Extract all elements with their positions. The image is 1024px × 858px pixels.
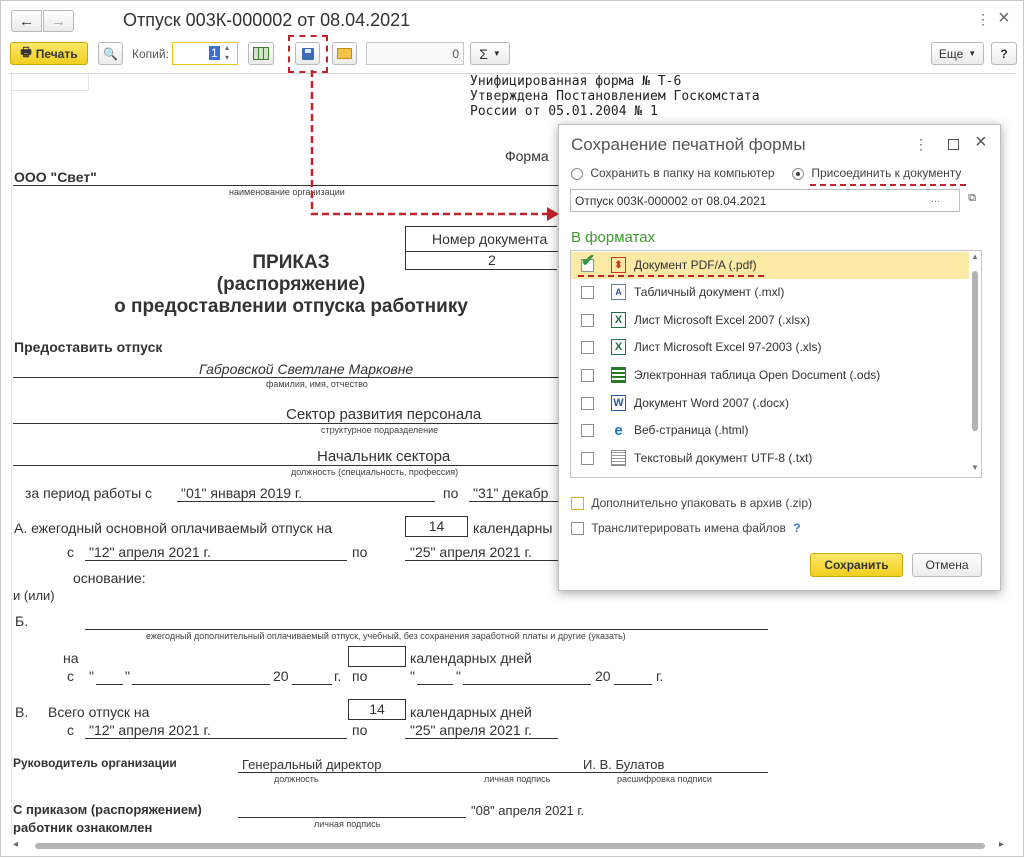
select-document-button[interactable]: ...: [931, 193, 941, 205]
checkbox[interactable]: [581, 452, 594, 465]
dialog-title: Сохранение печатной формы: [571, 135, 806, 154]
checkbox[interactable]: [581, 341, 594, 354]
cancel-button[interactable]: Отмена: [912, 553, 982, 577]
help-icon[interactable]: ?: [793, 521, 801, 535]
head-label: Руководитель организации: [13, 756, 177, 770]
section-b-days-label: календарных дней: [410, 650, 532, 666]
position-caption: должность (специальность, профессия): [291, 467, 459, 477]
head-name: И. В. Булатов: [583, 757, 665, 772]
attach-highlight-underline: [810, 184, 966, 186]
format-row-xls[interactable]: X Лист Microsoft Excel 97-2003 (.xls): [571, 334, 969, 361]
section-b-label: Б.: [15, 613, 29, 629]
main-to-date: "25" апреля 2021 г.: [410, 544, 532, 560]
organization-caption: наименование организации: [229, 187, 345, 197]
section-b-from-label: с: [67, 668, 74, 684]
txt-icon: [611, 450, 626, 466]
list-scrollbar-thumb[interactable]: [972, 271, 978, 431]
head-position: Генеральный директор: [242, 757, 382, 772]
total-to-label: по: [352, 722, 368, 738]
sum-menu-button[interactable]: Σ ▼: [470, 42, 510, 65]
save-print-form-dialog: [558, 124, 1001, 591]
format-row-html[interactable]: e Веб-страница (.html): [571, 417, 969, 444]
period-to: "31" декабр: [473, 485, 549, 501]
radio-save-to-folder[interactable]: Сохранить в папку на компьютер: [571, 166, 775, 180]
position-value: Начальник сектора: [317, 448, 451, 465]
total-days-label: календарных дней: [410, 704, 532, 720]
checkbox[interactable]: [581, 286, 594, 299]
arrow-right-icon: →: [51, 12, 66, 30]
copies-label: Копий:: [132, 47, 169, 61]
copies-input[interactable]: 1 ▴ ▾: [172, 42, 238, 65]
format-row-ods[interactable]: Электронная таблица Open Document (.ods): [571, 362, 969, 389]
basis-label: основание:: [73, 570, 146, 586]
period-to-label: по: [443, 485, 459, 501]
main-leave-days-label: календарны: [473, 520, 553, 536]
html-icon: e: [614, 421, 623, 439]
format-row-mxl[interactable]: A Табличный документ (.mxl): [571, 279, 969, 306]
total-leave-label: Всего отпуск на: [48, 704, 150, 720]
scroll-right-icon[interactable]: ▸: [999, 839, 1005, 850]
close-window-icon[interactable]: ×: [998, 7, 1010, 29]
excel-icon: X: [611, 339, 626, 355]
main-leave-label: А. ежегодный основной оплачиваемый отпуск на: [14, 520, 333, 536]
form-label: Форма: [505, 148, 549, 164]
checkbox[interactable]: [571, 522, 584, 535]
arrow-left-icon: ←: [19, 12, 34, 30]
dialog-menu-icon[interactable]: ⋮: [914, 136, 928, 152]
format-row-xlsx[interactable]: X Лист Microsoft Excel 2007 (.xlsx): [571, 307, 969, 334]
acknowledge-label: С приказом (распоряжением) работник ознакомлен: [13, 802, 202, 835]
checkbox[interactable]: [571, 497, 584, 510]
formats-label: В форматах: [571, 229, 656, 246]
checkbox[interactable]: [581, 314, 594, 327]
period-label: за период работы с: [25, 485, 153, 501]
magnifier-icon: 🔍: [103, 46, 118, 61]
dropdown-arrow-icon: ▼: [492, 49, 501, 58]
more-button[interactable]: Еще ▼: [931, 42, 984, 65]
employee-caption: фамилия, имя, отчество: [266, 379, 368, 389]
maximize-icon[interactable]: [948, 139, 959, 150]
document-field[interactable]: Отпуск 003К-000002 от 08.04.2021 ...: [570, 189, 960, 212]
radio-selected-icon: [792, 168, 804, 180]
close-dialog-icon[interactable]: ×: [975, 131, 987, 153]
document-title: ПРИКАЗ (распоряжение) о предоставлении отпуска работнику: [114, 252, 468, 317]
organization-name: ООО "Свет": [14, 169, 97, 185]
total-days-box: 14: [348, 699, 406, 720]
checkbox[interactable]: [581, 424, 594, 437]
help-button[interactable]: ?: [991, 42, 1017, 65]
scroll-left-icon[interactable]: ◂: [13, 839, 19, 850]
section-b-caption: ежегодный дополнительный оплачиваемый отпуск, учебный, без сохранения заработной платы и другие (указать): [146, 631, 626, 641]
format-row-pdf[interactable]: ✔ ⬍ Документ PDF/A (.pdf): [571, 252, 969, 279]
grant-leave-label: Предоставить отпуск: [14, 339, 163, 355]
radio-attach-to-document[interactable]: Присоединить к документу: [792, 166, 961, 180]
total-from-label: с: [67, 722, 74, 738]
print-button[interactable]: 🖶 Печать: [10, 42, 88, 65]
main-to-label: по: [352, 544, 368, 560]
zip-option[interactable]: Дополнительно упаковать в архив (.zip): [571, 496, 812, 510]
format-row-txt[interactable]: Текстовый документ UTF-8 (.txt): [571, 445, 969, 472]
department-caption: структурное подразделение: [321, 425, 439, 435]
spin-down-icon[interactable]: ▾: [225, 53, 230, 62]
pdf-highlight-underline: [578, 275, 764, 277]
word-icon: W: [611, 395, 626, 411]
section-b-on-label: на: [63, 650, 79, 666]
save-button[interactable]: Сохранить: [810, 553, 903, 577]
checkbox[interactable]: [581, 397, 594, 410]
sum-field[interactable]: 0: [366, 42, 464, 65]
section-b-to-label: по: [352, 668, 368, 684]
format-row-docx[interactable]: W Документ Word 2007 (.docx): [571, 390, 969, 417]
scroll-up-icon[interactable]: ▲: [971, 252, 979, 261]
translit-option[interactable]: Транслитерировать имена файлов ?: [571, 521, 801, 535]
total-to-date: "25" апреля 2021 г.: [410, 722, 532, 738]
ods-icon: [611, 367, 626, 383]
checkbox[interactable]: [581, 369, 594, 382]
total-from-date: "12" апреля 2021 г.: [89, 722, 211, 738]
employee-name: Габровской Светлане Марковне: [199, 361, 414, 377]
unified-form-header: Унифицированная форма № Т-6 Утверждена Постановлением Госкомстата России от 05.01.2004 № 1: [470, 74, 760, 119]
window-menu-icon[interactable]: ⋮: [976, 11, 990, 27]
pdf-icon: ⬍: [611, 257, 626, 273]
spin-up-icon[interactable]: ▴: [225, 43, 230, 52]
excel-icon: X: [611, 312, 626, 328]
section-v-label: В.: [15, 704, 29, 720]
doc-number-table: Номер документа 2: [405, 226, 557, 270]
scroll-down-icon[interactable]: ▼: [971, 463, 979, 472]
open-document-icon[interactable]: ⧉: [968, 192, 976, 204]
app-window: ← → Отпуск 003К-000002 от 08.04.2021 ⋮ × 🖶 Печать 🔍 Копий: 1 ▴ ▾ 0 Σ ▼ Еще ▼ ? Унифицированная форма № Т-6 Утверждена Постановлением Госкомстата России от 05.01.2004 № 1 Форма ООО "Свет" наименование организации Номер документа 2 ПРИКАЗ (распоряжение) о предоставлении отпуска работнику Предоставить отпуск Габровской Светлане Марковне фамилия, имя, отчество Сектор развития персонала структурное подразделение Начальник сектора должность (специальность, профессия) за период работы с "01" января 2019 г. по "31" декабр А. ежегодный основной оплачиваемый отпуск на 14 календарны с "12" апреля 2021 г. по "25" апреля 2021 г. основание: и (или) Б. ежегодный дополнительный оплачиваемый отпуск, учебный, без сохранения заработной платы и другие (указать) на календарных дней с " " 20 г. по " " 20 г. В. Всего отпуск на 14 календарных дней с "12" апреля 2021 г. по "25" апреля 2021 г. Руководитель организации Генеральный директор И. В. Булатов должность личная подпись расшифровка подписи С приказом (распоряжением) работник ознакомлен "08" апреля 2021 г. личная подпись ◂ ▸ Сохранение печатной формы ⋮ × Сохранить в папку на компьютер Присоединить к документу Отпуск 003К-000002 от 08.04.2021 ... ⧉ В форматах ✔ ⬍ Документ PDF/A (.pdf) A Табличный документ (.mxl) X Лист Microsoft Excel 2007 (.xlsx) X Лист Microsoft Excel 97-2003 (.xls) Электронная таблица Open Document (.ods) W Документ Word 2007 (.docx) e Веб-страница (.html) Текстовый документ UTF-8 (.txt) ▲ ▼ Дополнительно упаковать в архив (.zip) Транслитерировать имена файлов ? Сохранить Отмена: [0, 0, 1024, 857]
printer-icon: 🖶: [20, 45, 32, 59]
department-value: Сектор развития персонала: [286, 406, 482, 423]
dropdown-arrow-icon: ▼: [968, 49, 977, 58]
list-scrollbar[interactable]: [969, 251, 981, 477]
main-from-label: с: [67, 544, 74, 560]
main-leave-days-box: 14: [405, 516, 468, 537]
main-from-date: "12" апреля 2021 г.: [89, 544, 211, 560]
window-title: Отпуск 003К-000002 от 08.04.2021: [123, 10, 411, 30]
mxl-icon: A: [611, 284, 626, 300]
radio-icon: [571, 168, 583, 180]
formats-list: [570, 250, 982, 478]
checkmark-icon: ✔: [581, 251, 596, 270]
acknowledge-date: "08" апреля 2021 г.: [471, 803, 585, 818]
or-label: и (или): [13, 588, 55, 603]
period-from: "01" января 2019 г.: [181, 485, 303, 501]
